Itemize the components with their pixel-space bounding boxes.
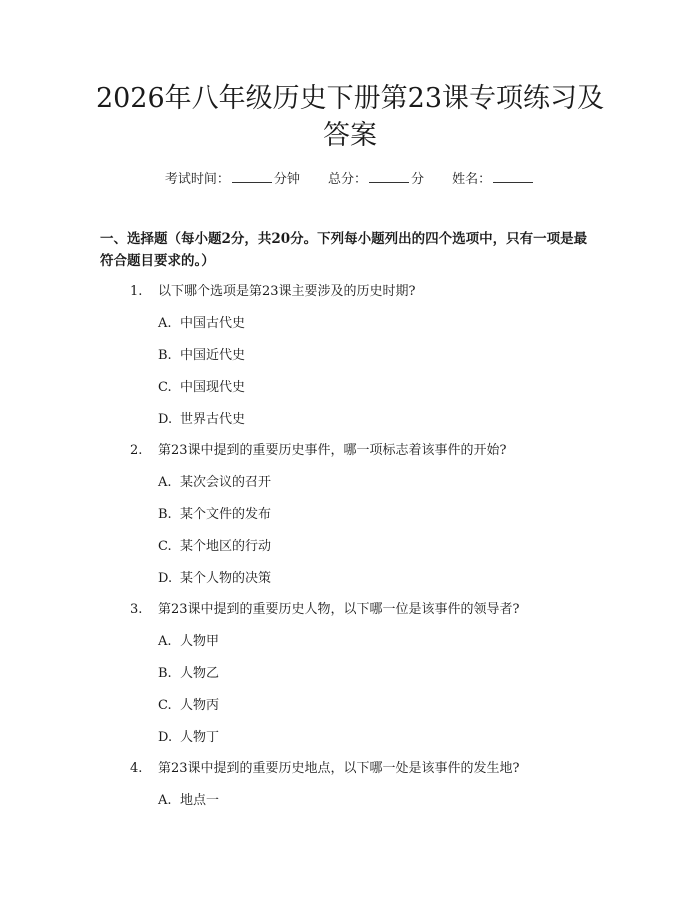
option-letter: A.: [158, 634, 172, 649]
question-2-option-a: [158, 473, 271, 493]
option-letter: C.: [158, 698, 172, 713]
option-text: 某次会议的召开: [180, 475, 272, 490]
question-2-option-b: [158, 505, 271, 525]
option-letter: D.: [158, 412, 173, 427]
question-number: 2.: [130, 443, 143, 458]
option-text: 人物甲: [180, 634, 220, 649]
option-text: 某个人物的决策: [180, 571, 272, 586]
exam-time-unit: 分钟: [273, 172, 300, 187]
option-letter: B.: [158, 348, 172, 363]
question-1: [130, 282, 590, 302]
option-letter: D.: [158, 571, 173, 586]
question-text: 以下哪个选项是第23课主要涉及的历史时期?: [158, 284, 416, 299]
name-label: 姓名：: [452, 172, 492, 187]
question-1-option-d: [158, 410, 245, 430]
option-text: 地点一: [180, 793, 220, 808]
question-1-option-c: [158, 378, 245, 398]
option-letter: C.: [158, 380, 172, 395]
total-score-blank: [369, 171, 409, 183]
total-score-label: 总分：: [327, 172, 367, 187]
question-text: 第23课中提到的重要历史地点，以下哪一处是该事件的发生地?: [158, 761, 520, 776]
option-text: 中国现代史: [180, 380, 246, 395]
question-number: 4.: [130, 761, 143, 776]
option-text: 某个文件的发布: [180, 507, 272, 522]
question-2-option-c: [158, 537, 271, 557]
exam-time-blank: [232, 171, 272, 183]
exam-time-field: [165, 172, 300, 187]
question-3-option-c: [158, 696, 219, 716]
option-text: 人物丙: [180, 698, 220, 713]
question-number: 3.: [130, 602, 143, 617]
question-text: 第23课中提到的重要历史事件，哪一项标志着该事件的开始?: [158, 443, 507, 458]
question-3-option-b: [158, 664, 219, 684]
section-title: 一、选择题（每小题2分，共20分。下列每小题列出的四个选项中，只有一项是最符合题目要求的。）: [100, 231, 588, 269]
title-line-1: 2026年八年级历史下册第23课专项练习及: [95, 83, 605, 114]
option-text: 中国近代史: [180, 348, 246, 363]
name-field: [452, 172, 535, 187]
question-1-option-a: [158, 314, 245, 334]
question-2-option-d: [158, 569, 271, 589]
question-number: 1.: [130, 284, 143, 299]
question-2: [130, 441, 590, 461]
option-letter: A.: [158, 793, 172, 808]
option-text: 人物乙: [180, 666, 220, 681]
option-letter: D.: [158, 730, 173, 745]
question-4: [130, 759, 590, 779]
question-4-option-a: [158, 791, 219, 811]
option-letter: C.: [158, 539, 172, 554]
option-text: 世界古代史: [180, 412, 246, 427]
option-letter: B.: [158, 507, 172, 522]
question-3-option-d: [158, 728, 219, 748]
exam-time-label: 考试时间：: [164, 172, 230, 187]
exam-info: [0, 168, 700, 187]
question-1-option-b: [158, 346, 245, 366]
name-blank: [493, 171, 533, 183]
option-text: 某个地区的行动: [180, 539, 272, 554]
option-letter: A.: [158, 316, 172, 331]
question-3-option-a: [158, 632, 219, 652]
question-text: 第23课中提到的重要历史人物，以下哪一位是该事件的领导者?: [158, 602, 520, 617]
option-letter: B.: [158, 666, 172, 681]
option-letter: A.: [158, 475, 172, 490]
option-text: 中国古代史: [180, 316, 246, 331]
question-3: [130, 600, 590, 620]
total-score-unit: 分: [411, 172, 425, 187]
document-title: [90, 80, 610, 154]
option-text: 人物丁: [180, 730, 220, 745]
title-line-2: 答案: [323, 120, 377, 151]
total-score-field: [328, 172, 424, 187]
